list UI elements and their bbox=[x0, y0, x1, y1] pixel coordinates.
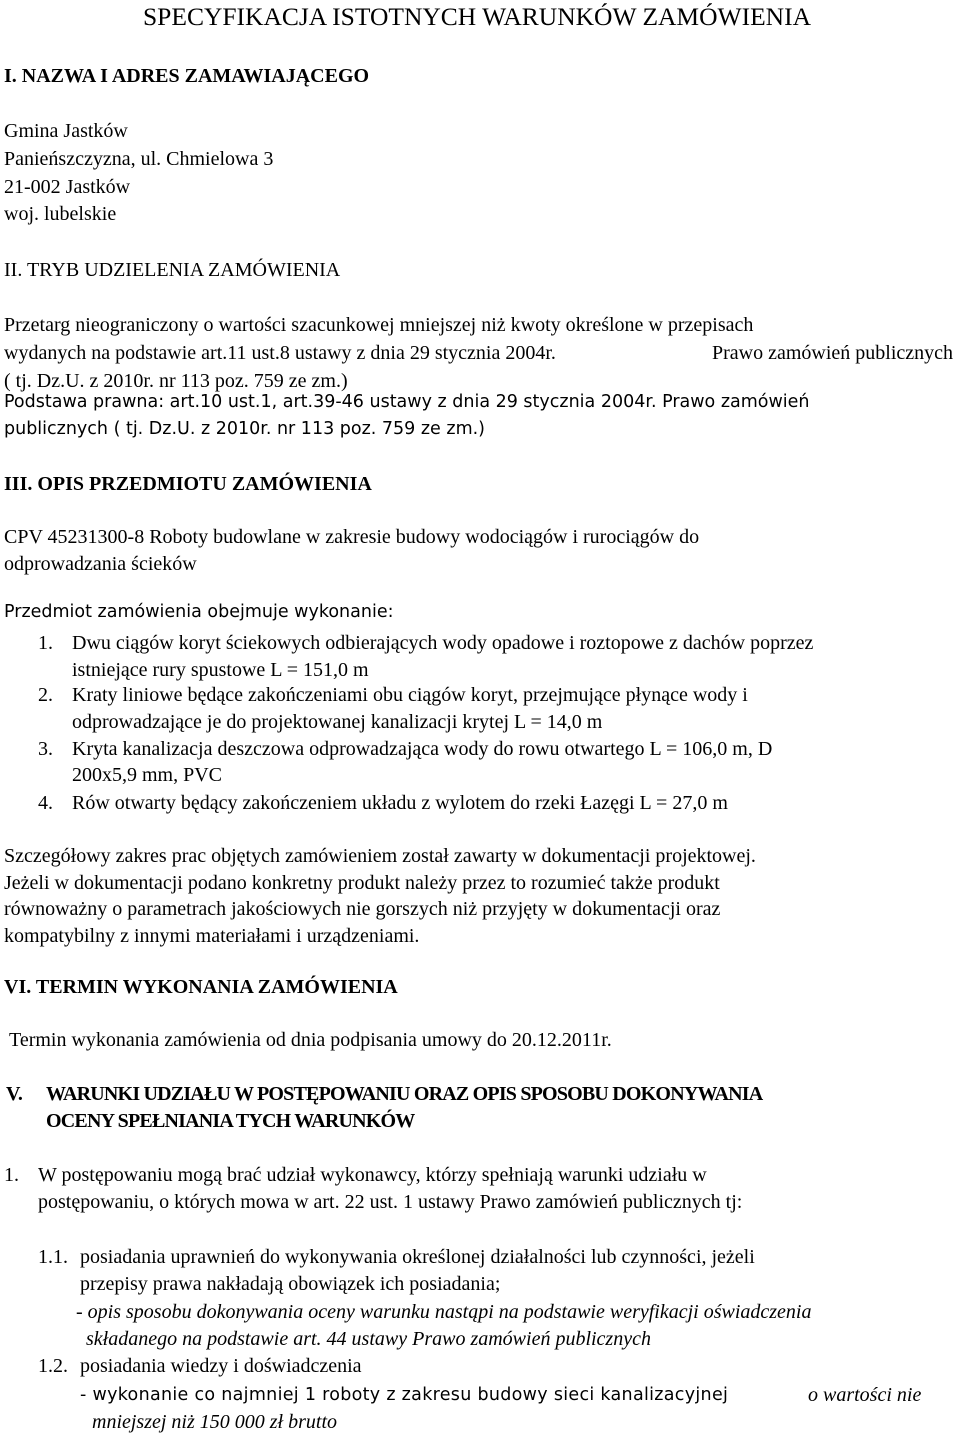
scope-intro: Przedmiot zamówienia obejmuje wykonanie: bbox=[4, 602, 394, 622]
section-6-heading: VI. TERMIN WYKONANIA ZAMÓWIENIA bbox=[4, 976, 398, 998]
list-item-text: Dwu ciągów koryt ściekowych odbierających wody opadowe i roztopowe z dachów poprzez bbox=[72, 632, 814, 654]
procedure-text: Przetarg nieograniczony o wartości szacunkowej mniejszej niż kwoty określone w przepisach bbox=[4, 314, 754, 336]
list-item-text: Kryta kanalizacja deszczowa odprowadzająca wody do rowu otwartego L = 106,0 m, D bbox=[72, 738, 773, 760]
address-line: 21-002 Jastków bbox=[4, 176, 131, 198]
subcondition-note: o wartości nie bbox=[808, 1384, 922, 1406]
scope-detail-text: równoważny o parametrach jakościowych nie gorszych niż przyjęty w dokumentacji oraz bbox=[4, 898, 721, 920]
procedure-text: Prawo zamówień publicznych bbox=[712, 342, 954, 364]
address-line: Panieńszczyzna, ul. Chmielowa 3 bbox=[4, 148, 274, 170]
scope-detail-text: Jeżeli w dokumentacji podano konkretny produkt należy przez to rozumieć także produkt bbox=[4, 872, 720, 894]
address-line: Gmina Jastków bbox=[4, 120, 128, 142]
section-3-heading: III. OPIS PRZEDMIOTU ZAMÓWIENIA bbox=[4, 473, 372, 495]
section-5-number: V. bbox=[6, 1083, 23, 1105]
condition-text: postępowaniu, o których mowa w art. 22 ust. 1 ustawy Prawo zamówień publicznych tj: bbox=[38, 1191, 743, 1213]
subcondition-number: 1.1. bbox=[38, 1246, 68, 1268]
scope-detail-text: Szczegółowy zakres prac objętych zamówieniem został zawarty w dokumentacji projektowej. bbox=[4, 845, 756, 867]
list-item-text: istniejące rury spustowe L = 151,0 m bbox=[72, 659, 369, 681]
list-item-text: Kraty liniowe będące zakończeniami obu ciągów koryt, przejmujące płynące wody i bbox=[72, 684, 748, 706]
cpv-text: odprowadzania ścieków bbox=[4, 553, 197, 575]
procedure-text: ( tj. Dz.U. z 2010r. nr 113 poz. 759 ze zm.) bbox=[4, 370, 348, 392]
list-item-number: 4. bbox=[38, 792, 53, 814]
subcondition-note: składanego na podstawie art. 44 ustawy Prawo zamówień publicznych bbox=[86, 1328, 651, 1350]
subcondition-note: mniejszej niż 150 000 zł brutto bbox=[92, 1411, 338, 1433]
scope-detail-text: kompatybilny z innymi materiałami i urządzeniami. bbox=[4, 925, 420, 947]
document-title: SPECYFIKACJA ISTOTNYCH WARUNKÓW ZAMÓWIENIA bbox=[143, 2, 811, 31]
deadline-text: Termin wykonania zamówienia od dnia podpisania umowy do 20.12.2011r. bbox=[9, 1029, 612, 1051]
subcondition-note: - wykonanie co najmniej 1 roboty z zakresu budowy sieci kanalizacyjnej bbox=[80, 1385, 729, 1405]
list-item-number: 2. bbox=[38, 684, 53, 706]
section-5-heading: WARUNKI UDZIAŁU W POSTĘPOWANIU ORAZ OPIS SPOSOBU DOKONYWANIA bbox=[46, 1083, 763, 1105]
legal-basis-text: Podstawa prawna: art.10 ust.1, art.39-46 ustawy z dnia 29 stycznia 2004r. Prawo zamówień bbox=[4, 392, 810, 412]
subcondition-text: przepisy prawa nakładają obowiązek ich posiadania; bbox=[80, 1273, 501, 1295]
list-item-text: 200x5,9 mm, PVC bbox=[72, 764, 223, 786]
subcondition-note: - opis sposobu dokonywania oceny warunku nastąpi na podstawie weryfikacji oświadczenia bbox=[76, 1301, 812, 1323]
list-item-number: 1. bbox=[38, 632, 53, 654]
subcondition-text: posiadania uprawnień do wykonywania określonej działalności lub czynności, jeżeli bbox=[80, 1246, 755, 1268]
section-1-heading: I. NAZWA I ADRES ZAMAWIAJĄCEGO bbox=[4, 65, 370, 87]
condition-text: W postępowaniu mogą brać udział wykonawcy, którzy spełniają warunki udziału w bbox=[38, 1164, 707, 1186]
legal-basis-text: publicznych ( tj. Dz.U. z 2010r. nr 113 poz. 759 ze zm.) bbox=[4, 419, 486, 439]
list-item-text: odprowadzające je do projektowanej kanalizacji krytej L = 14,0 m bbox=[72, 711, 603, 733]
section-5-heading: OCENY SPEŁNIANIA TYCH WARUNKÓW bbox=[46, 1110, 415, 1132]
list-item-number: 3. bbox=[38, 738, 53, 760]
address-line: woj. lubelskie bbox=[4, 203, 117, 225]
condition-number: 1. bbox=[4, 1164, 19, 1186]
subcondition-text: posiadania wiedzy i doświadczenia bbox=[80, 1355, 362, 1377]
cpv-text: CPV 45231300-8 Roboty budowlane w zakresie budowy wodociągów i rurociągów do bbox=[4, 526, 700, 548]
procedure-text: wydanych na podstawie art.11 ust.8 ustawy z dnia 29 stycznia 2004r. bbox=[4, 342, 556, 364]
list-item-text: Rów otwarty będący zakończeniem układu z wylotem do rzeki Łazęgi L = 27,0 m bbox=[72, 792, 728, 814]
subcondition-number: 1.2. bbox=[38, 1355, 68, 1377]
section-2-heading: II. TRYB UDZIELENIA ZAMÓWIENIA bbox=[4, 259, 341, 281]
